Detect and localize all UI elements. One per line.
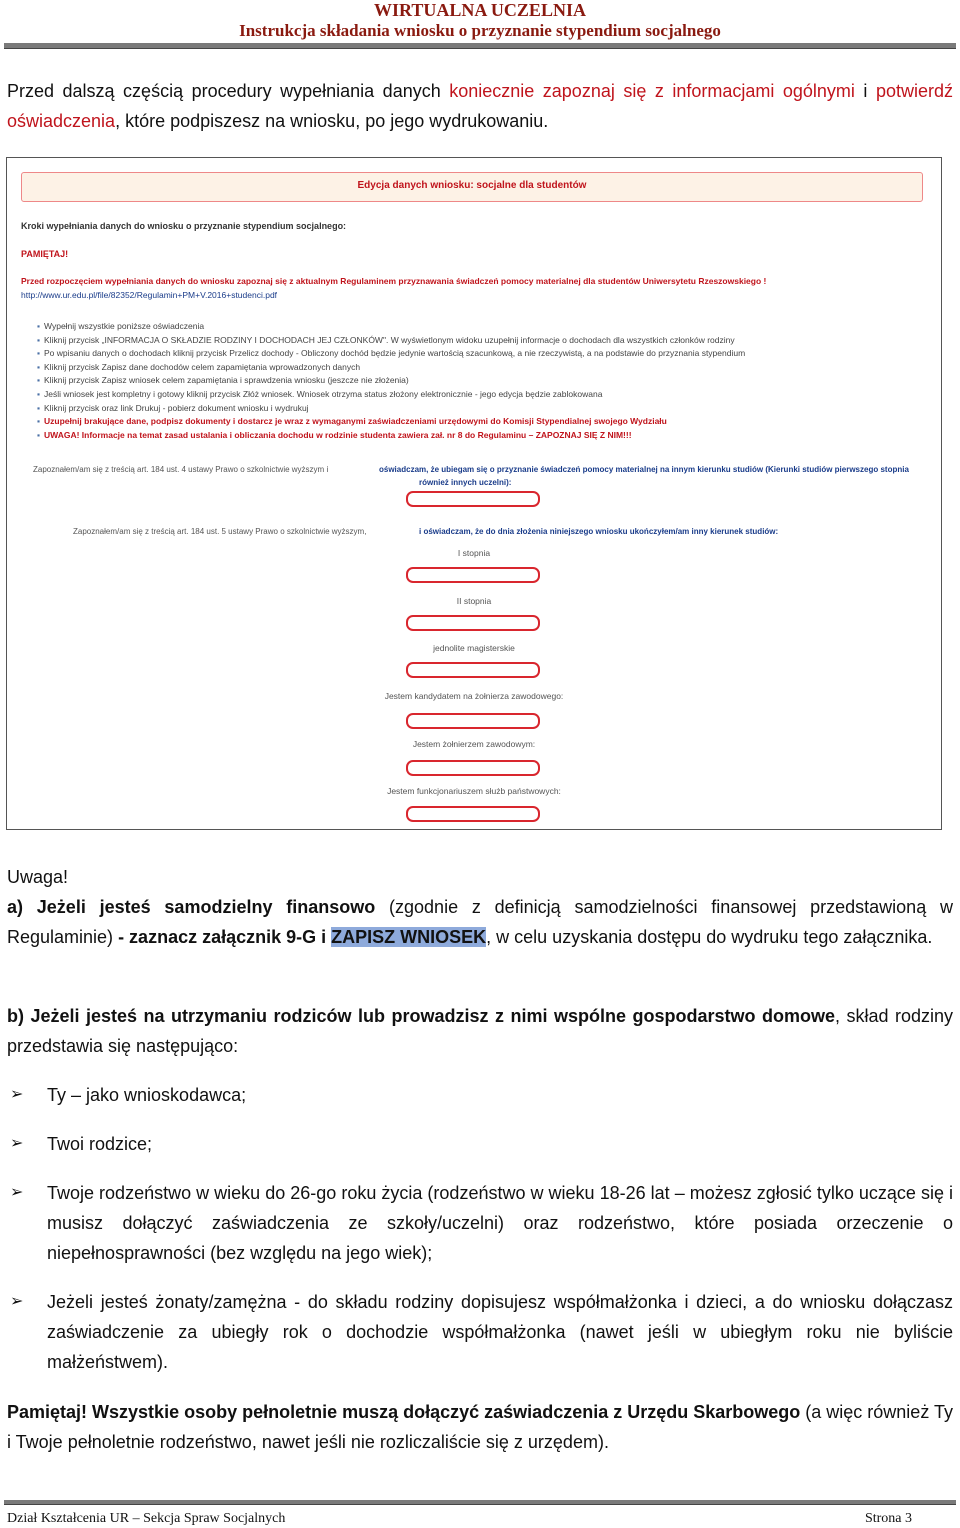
- steps-item: ▪ Uzupełnij brakujące dane, podpisz dokumenty i dostarcz je wraz z wymaganymi zaświadczeniami urzędowymi do Komisji Stypendialnej swojego Wydziału: [37, 415, 927, 429]
- footer-rule: [4, 1500, 956, 1505]
- remember-bold: Pamiętaj! Wszystkie osoby pełnoletnie muszą dołączyć zaświadczenia z Urzędu Skarbowego: [7, 1402, 801, 1422]
- embedded-screenshot: [6, 157, 942, 830]
- steps-list: [37, 320, 927, 442]
- arrow-bullet-icon: ➢: [10, 1086, 24, 1103]
- option-checkbox[interactable]: [406, 806, 540, 822]
- option-label: Jestem kandydatem na żołnierza zawodowego:: [384, 691, 564, 701]
- declaration-1-right-2: również innych uczelni):: [419, 478, 512, 487]
- regulation-warning: Przed rozpoczęciem wypełniania danych do wniosku zapoznaj się z aktualnym Regulaminem przyznawania świadczeń pomocy materialnej dla studentów Uniwersytetu Rzeszowskiego !: [21, 276, 767, 286]
- remember-paragraph: [7, 1397, 953, 1457]
- intro-paragraph: [7, 76, 953, 136]
- steps-item: ▪ Kliknij przycisk Zapisz wniosek celem zapamiętania i sprawdzenia wniosku (jeszcze nie złożenia): [37, 374, 927, 388]
- paragraph-a: [7, 892, 953, 952]
- para-a-bold-2: - zaznacz załącznik 9-G i: [118, 927, 332, 947]
- declaration-2-right: i oświadczam, że do dnia złożenia niniejszego wniosku ukończyłem/am inny kierunek studiów:: [419, 527, 779, 536]
- option-label: II stopnia: [456, 596, 492, 606]
- steps-item: ▪ Kliknij przycisk oraz link Drukuj - pobierz dokument wniosku i wydrukuj: [37, 402, 927, 416]
- declaration-1-checkbox[interactable]: [406, 491, 540, 507]
- steps-item: ▪ Kliknij przycisk „INFORMACJA O SKŁADZIE RODZINY I DOCHODACH JEJ CZŁONKÓW". W wyświetlonym widoku uzupełnij informacje o dochodach dla wszystkich członków rodziny: [37, 334, 927, 348]
- steps-item: ▪ Jeśli wniosek jest kompletny i gotowy kliknij przycisk Złóż wniosek. Wniosek otrzyma status złożony elektronicznie - jego edycja będzie zablokowana: [37, 388, 927, 402]
- intro-red-1: koniecznie zapoznaj się z informacjami ogólnymi: [449, 81, 855, 101]
- intro-text-3: , które podpiszesz na wniosku, po jego wydrukowaniu.: [115, 111, 549, 131]
- uwaga-text: Uwaga!: [7, 867, 69, 887]
- family-list-text: Ty – jako wnioskodawca;: [47, 1085, 247, 1105]
- para-b-bold: b) Jeżeli jesteś na utrzymaniu rodziców lub prowadzisz z nimi wspólne gospodarstwo domowe: [7, 1006, 835, 1026]
- option-checkbox[interactable]: [406, 567, 540, 583]
- remember-label: PAMIĘTAJ!: [21, 249, 69, 259]
- header-title: WIRTUALNA UCZELNIA: [374, 0, 586, 20]
- arrow-bullet-icon: ➢: [10, 1135, 24, 1152]
- arrow-bullet-icon: ➢: [10, 1184, 24, 1201]
- regulation-link[interactable]: http://www.ur.edu.pl/file/82352/Regulamin+PM+V.2016+studenci.pdf: [21, 290, 278, 300]
- option-label: Jestem żołnierzem zawodowym:: [412, 739, 536, 749]
- para-b-text: , skład rodziny przedstawia się następująco:: [7, 1006, 953, 1056]
- paragraph-b: [7, 1001, 953, 1061]
- option-checkbox[interactable]: [406, 760, 540, 776]
- declaration-2-left: Zapoznałem/am się z treścią art. 184 ust. 5 ustawy Prawo o szkolnictwie wyższym,: [73, 527, 367, 536]
- footer-page-number: Strona 3: [864, 1511, 912, 1526]
- remember-text: (a więc również Ty i Twoje pełnoletnie rodzeństwo, nawet jeśli nie rozliczaliście się z urzędem).: [7, 1402, 953, 1452]
- para-a-text-1: (zgodnie z definicją samodzielności finansowej przedstawioną w Regulaminie): [7, 897, 953, 947]
- intro-red-2: potwierdź oświadczenia: [7, 81, 953, 131]
- family-list-text: Twoi rodzice;: [47, 1134, 153, 1154]
- header-subtitle: Instrukcja składania wniosku o przyznanie stypendium socjalnego: [239, 21, 721, 40]
- steps-item: ▪ Wypełnij wszystkie poniższe oświadczenia: [37, 320, 927, 334]
- steps-item: ▪ Po wpisaniu danych o dochodach kliknij przycisk Przelicz dochody - Obliczony dochód będzie jedynie wartością szacunkową, a nie rzeczywistą, a na podstawie do przyznania stypendium: [37, 347, 927, 361]
- save-application-highlight: ZAPISZ WNIOSEK: [331, 927, 487, 947]
- declaration-1-left: Zapoznałem/am się z treścią art. 184 ust. 4 ustawy Prawo o szkolnictwie wyższym i: [33, 465, 329, 474]
- para-a-bold-1: a) Jeżeli jesteś samodzielny finansowo: [7, 897, 376, 917]
- screenshot-title: Edycja danych wniosku: socjalne dla studentów: [357, 180, 587, 191]
- para-a-text-2: , w celu uzyskania dostępu do wydruku tego załącznika.: [486, 927, 933, 947]
- steps-item: ▪ UWAGA! Informacje na temat zasad ustalania i obliczania dochodu w rodzinie studenta zawiera zał. nr 8 do Regulaminu – ZAPOZNAJ SIĘ Z NIM!!!: [37, 429, 927, 443]
- option-checkbox[interactable]: [406, 615, 540, 631]
- option-checkbox[interactable]: [406, 662, 540, 678]
- intro-text: Przed dalszą częścią procedury wypełniania danych: [7, 81, 450, 101]
- screenshot-title-bar: [21, 172, 923, 202]
- declaration-1-right: oświadczam, że ubiegam się o przyznanie świadczeń pomocy materialnej na innym kierunku studiów (Kierunki studiów pierwszego stopnia: [379, 465, 909, 474]
- family-list-text: Jeżeli jesteś żonaty/zamężna - do składu rodziny dopisujesz współmałżonka i dzieci, a do wniosku dołączasz zaświadczenie za ubiegły rok o dochodzie współmałżonka (nawet jeśli w ubiegłym roku nie byliście małżeństwem).: [47, 1292, 953, 1372]
- uwaga-heading: [7, 862, 953, 892]
- intro-text-2: i: [854, 81, 876, 101]
- family-list-text: Twoje rodzeństwo w wieku do 26-go roku życia (rodzeństwo w wieku 18-26 lat – możesz zgłosić tylko uczące się i musisz dołączyć zaświadczenia ze szkoły/uczelni) oraz rodzeństwo, które posiada orzeczenie o niepełnosprawności (bez względu na jego wiek);: [47, 1183, 953, 1263]
- arrow-bullet-icon: ➢: [10, 1293, 24, 1310]
- option-label: I stopnia: [457, 548, 491, 558]
- option-checkbox[interactable]: [406, 713, 540, 729]
- steps-heading: Kroki wypełniania danych do wniosku o przyznanie stypendium socjalnego:: [21, 221, 347, 231]
- steps-item: ▪ Kliknij przycisk Zapisz dane dochodów celem zapamiętania wprowadzonych danych: [37, 361, 927, 375]
- header-rule: [4, 43, 956, 49]
- footer-department: Dział Kształcenia UR – Sekcja Spraw Socjalnych: [7, 1511, 286, 1526]
- option-label: jednolite magisterskie: [433, 643, 515, 653]
- option-label: Jestem funkcjonariuszem służb państwowych:: [387, 786, 561, 796]
